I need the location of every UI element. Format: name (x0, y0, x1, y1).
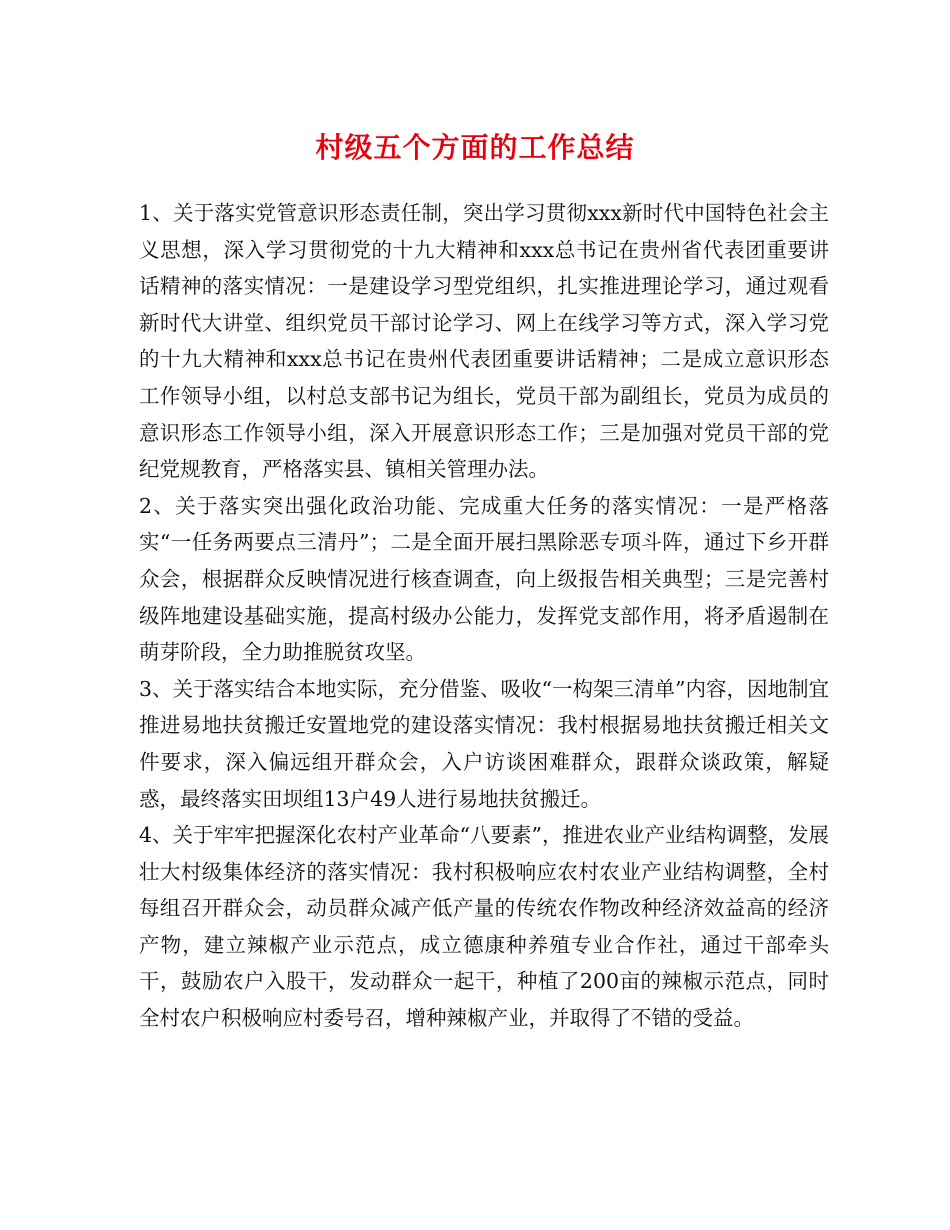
paragraph-2: 2、关于落实突出强化政治功能、完成重大任务的落实情况：一是严格落实“一任务两要点三清丹”；二是全面开展扫黑除恶专项斗阵，通过下乡开群众会，根据群众反映情况进行核查调查，向上级报告相关典型；三是完善村级阵地建设基础实施，提高村级办公能力，发挥党支部作用，将矛盾遏制在萌芽阶段，全力助推脱贫攻坚。 (139, 493, 829, 665)
document-body (139, 195, 829, 1037)
paragraph-1: 1、关于落实党管意识形态责任制，突出学习贯彻xxx新时代中国特色社会主义思想，深入学习贯彻党的十九大精神和xxx总书记在贵州省代表团重要讲话精神的落实情况：一是建设学习型党组织，扎实推进理论学习，通过观看新时代大讲堂、组织党员干部讨论学习、网上在线学习等方式，深入学习党的十九大精神和xxx总书记在贵州代表团重要讲话精神；二是成立意识形态工作领导小组，以村总支部书记为组长，党员干部为副组长，党员为成员的意识形态工作领导小组，深入开展意识形态工作；三是加强对党员干部的党纪党规教育，严格落实县、镇相关管理办法。 (139, 201, 829, 482)
paragraph-3: 3、关于落实结合本地实际，充分借鉴、吸收“一构架三清单”内容，因地制宜推进易地扶贫搬迁安置地党的建设落实情况：我村根据易地扶贫搬迁相关文件要求，深入偏远组开群众会，入户访谈困难群众，跟群众谈政策，解疑惑，最终落实田坝组13户49人进行易地扶贫搬迁。 (139, 676, 830, 811)
paragraph-4: 4、关于牢牢把握深化农村产业革命“八要素”，推进农业产业结构调整，发展壮大村级集体经济的落实情况：我村积极响应农村农业产业结构调整，全村每组召开群众会，动员群众减产低产量的传统农作物改种经济效益高的经济产物，建立辣椒产业示范点，成立德康种养殖专业合作社，通过干部牵头干，鼓励农户入股干，发动群众一起干，种植了200亩的辣椒示范点，同时全村农户积极响应村委号召，增种辣椒产业，并取得了不错的受益。 (139, 823, 830, 1031)
document-title: 村级五个方面的工作总结 (315, 131, 635, 164)
